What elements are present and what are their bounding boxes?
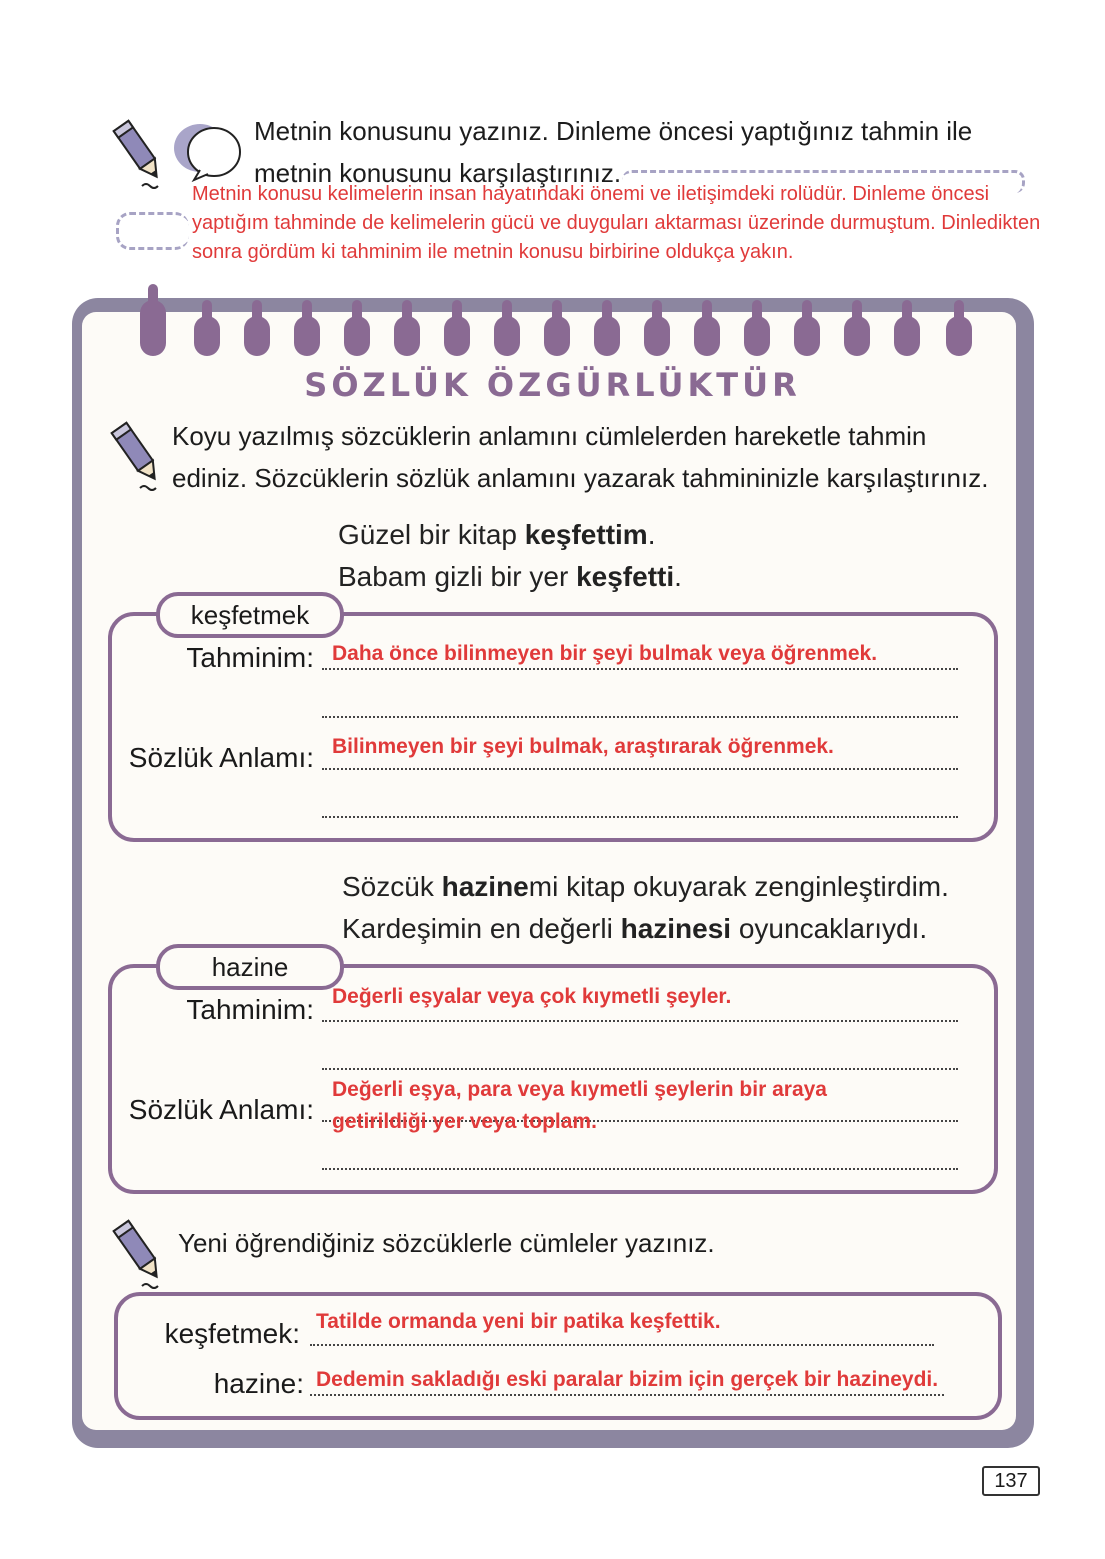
answer-line[interactable] <box>310 1344 934 1346</box>
sentence-answer: Tatilde ormanda yeni bir patika keşfettik. <box>316 1310 721 1333</box>
page-number: 137 <box>994 1470 1028 1492</box>
top-instruction: Metnin konusunu yazınız. Dinleme öncesi yaptığınız tahmin ile metnin konusunu karşılaştırınız. <box>254 116 973 188</box>
notebook-ring <box>644 316 670 356</box>
notebook-ring <box>494 316 520 356</box>
bold-word: keşfettim <box>524 519 648 550</box>
sentence-answer: Dedemin sakladığı eski paralar bizim için gerçek bir hazineydi. <box>316 1368 939 1391</box>
dictionary-answer: Değerli eşya, para veya kıymetli şeylerin bir araya <box>332 1078 827 1101</box>
example-sentence: Kardeşimin en değerli hazinesi oyuncaklarıydı. <box>342 913 928 944</box>
answer-line[interactable] <box>322 816 958 818</box>
speech-bubble-icon <box>170 118 246 184</box>
notebook-ring <box>594 316 620 356</box>
pencil-icon <box>110 418 166 492</box>
notebook-ring <box>444 316 470 356</box>
answer-line[interactable] <box>322 1068 958 1070</box>
dashed-guide-line <box>116 212 189 250</box>
notebook-ring <box>894 316 920 356</box>
answer-line[interactable] <box>322 1168 958 1170</box>
answer-line[interactable] <box>322 716 958 718</box>
notebook-ring <box>244 316 270 356</box>
notebook-ring <box>544 316 570 356</box>
notebook-ring <box>394 316 420 356</box>
section-title: SÖZLÜK ÖZGÜRLÜKTÜR <box>304 366 801 404</box>
dictionary-answer: Bilinmeyen bir şeyi bulmak, araştırarak öğrenmek. <box>332 735 834 758</box>
guess-label: Tahminim: <box>186 994 314 1025</box>
notebook-ring <box>140 300 166 356</box>
sentences-instruction: Yeni öğrendiğiniz sözcüklerle cümleler yazınız. <box>178 1228 715 1258</box>
notebook-ring <box>194 316 220 356</box>
answer-line[interactable] <box>322 768 958 770</box>
page-number-box <box>982 1466 1040 1496</box>
notebook-ring <box>344 316 370 356</box>
sentence-label: keşfetmek: <box>164 1318 300 1349</box>
dictionary-label: Sözlük Anlamı: <box>128 1094 314 1125</box>
top-answer: Metnin konusu kelimelerin insan hayatındaki önemi ve iletişimdeki rolüdür. Dinleme öncesi yaptığım tahminde de kelimelerin gücü ve duyguları aktarması üzerinde durmuştum. Dinledikten sonra gördüm ki tahminim ile metnin konusu birbirine oldukça yakın. <box>192 183 1041 263</box>
notebook-ring <box>694 316 720 356</box>
example-sentence: Güzel bir kitap keşfettim. <box>338 519 656 550</box>
notebook-ring <box>844 316 870 356</box>
notebook-ring <box>794 316 820 356</box>
bold-word: keşfetti <box>576 561 675 592</box>
word-tab: keşfetmek <box>156 592 344 638</box>
guess-answer: Değerli eşyalar veya çok kıymetli şeyler. <box>332 985 732 1008</box>
example-sentence: Sözcük hazinemi kitap okuyarak zenginleştirdim. <box>342 871 949 902</box>
notebook-ring <box>744 316 770 356</box>
pencil-icon <box>112 1216 168 1290</box>
notebook-ring <box>294 316 320 356</box>
answer-line[interactable] <box>322 668 958 670</box>
pencil-icon <box>112 116 168 190</box>
guess-label: Tahminim: <box>186 642 314 673</box>
bold-word: hazinesi <box>620 913 732 944</box>
guess-answer: Daha önce bilinmeyen bir şeyi bulmak veya öğrenmek. <box>332 642 878 665</box>
example-sentence: Babam gizli bir yer keşfetti. <box>338 561 682 592</box>
dictionary-label: Sözlük Anlamı: <box>128 742 314 773</box>
answer-line[interactable] <box>310 1394 944 1396</box>
section-instruction: Koyu yazılmış sözcüklerin anlamını cümlelerden hareketle tahmin ediniz. Sözcüklerin sözlük anlamını yazarak tahmininizle karşılaştırınız. <box>172 421 989 493</box>
answer-line[interactable] <box>322 1020 958 1022</box>
sentence-label: hazine: <box>213 1368 304 1399</box>
word-tab: hazine <box>156 944 344 990</box>
notebook-ring <box>946 316 972 356</box>
dictionary-answer: getirildiği yer veya toplam. <box>332 1110 597 1133</box>
bold-word: hazine <box>441 871 529 902</box>
